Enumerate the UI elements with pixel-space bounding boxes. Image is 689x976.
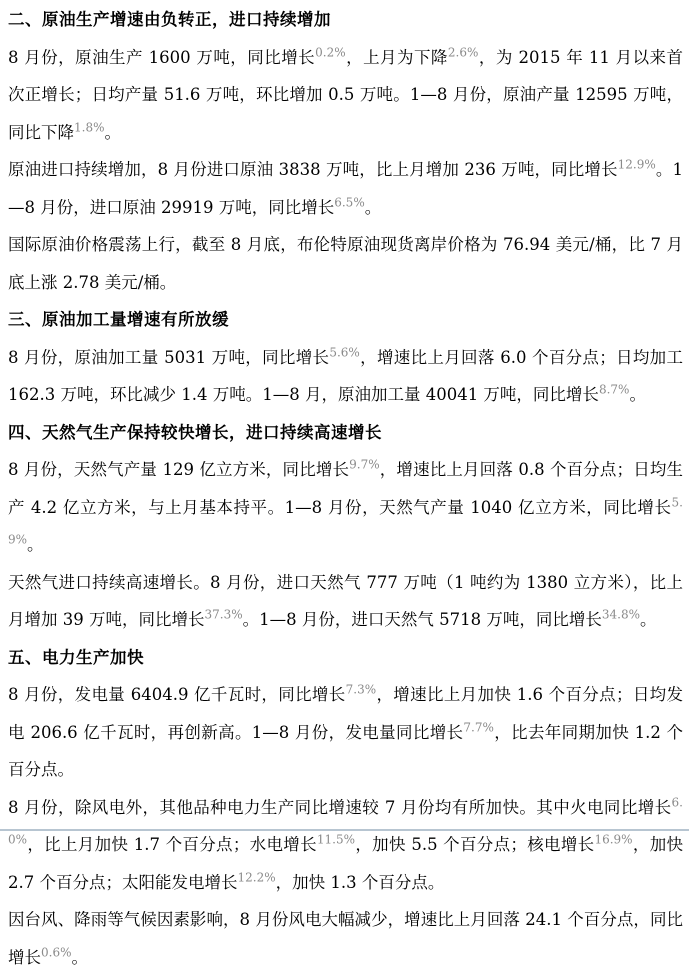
percent-superscript: 12.2% (237, 870, 276, 884)
text-run: 国际原油价格震荡上行，截至 8 月底，布伦特原油现货离岸价格为 76.94 美元/桶，比 7 月底上涨 2.78 美元/桶。 (8, 235, 683, 292)
percent-superscript: 5.9% (8, 495, 683, 547)
paragraph (8, 39, 683, 152)
text-run: ，增速比上月回落 0.8 个百分点；日均生产 4.2 亿立方米，与上月基本持平。1—8 月份，天然气产量 1040 亿立方米，同比增长 (8, 460, 683, 517)
paragraph (8, 226, 683, 301)
text-run: ，增速比上月回落 6.0 个百分点；日均加工 162.3 万吨，环比减少 1.4 万吨。1—8 月，原油加工量 40041 万吨，同比增长 (8, 347, 683, 404)
percent-superscript: 0.2% (315, 45, 346, 59)
text-run: 。 (629, 385, 646, 404)
paragraph (8, 901, 683, 976)
text-run: ，增速比上月加快 1.6 个百分点；日均发电 206.6 亿千瓦时，再创新高。1—8 月份，发电量同比增长 (8, 685, 684, 742)
percent-superscript: 9.7% (349, 457, 380, 472)
percent-superscript: 34.8% (601, 607, 640, 622)
text-run: ，比去年同期加快 1.2 个百分点。 (8, 722, 684, 779)
paragraph (8, 564, 683, 639)
section-heading-3: 四、天然气生产保持较快增长，进口持续高速增长 (8, 422, 382, 442)
section-heading-4: 五、电力生产加快 (8, 647, 144, 667)
percent-superscript: 7.3% (345, 682, 377, 697)
percent-superscript: 0.6% (41, 945, 72, 959)
percent-superscript: 11.5% (316, 832, 356, 847)
paragraph (8, 151, 683, 226)
percent-superscript: 7.7% (463, 720, 494, 734)
text-run: 。1—8 月份，进口原油 29919 万吨，同比增长 (8, 160, 683, 217)
text-run: 因台风、降雨等气候因素影响，8 月份风电大幅减少，增速比上月回落 24.1 个百分点，同比增长 (8, 910, 683, 967)
percent-superscript: 6.0% (8, 795, 683, 847)
paragraph (8, 451, 683, 564)
text-run: 8 月份，原油生产 1600 万吨，同比增长 (8, 47, 316, 67)
percent-superscript: 1.8% (74, 120, 105, 134)
text-run: 天然气进口持续高速增长。8 月份，进口天然气 777 万吨（1 吨约为 1380 立方米），比上月增加 39 万吨，同比增长 (8, 572, 683, 629)
text-run: 8 月份，发电量 6404.9 亿千瓦时，同比增长 (8, 685, 346, 704)
text-run: 。 (71, 947, 88, 967)
section-heading-1: 二、原油生产增速由负转正，进口持续增加 (8, 10, 331, 29)
text-run: ，上月为下降 (345, 47, 448, 67)
text-run: 8 月份，原油加工量 5031 万吨，同比增长 (8, 347, 330, 367)
text-run: 。 (364, 197, 382, 217)
text-run: ，加快 5.5 个百分点；核电增长 (355, 835, 595, 854)
paragraph (8, 789, 683, 902)
text-run: ，为 2015 年 11 月以来首次正增长；日均产量 51.6 万吨，环比增加 0.5 万吨。1—8 月份，原油产量 12595 万吨，同比下降 (8, 47, 683, 142)
text-run: 8 月份，天然气产量 129 亿立方米，同比增长 (8, 460, 350, 479)
percent-superscript: 16.9% (594, 832, 633, 847)
percent-superscript: 6.5% (334, 195, 365, 209)
text-run: 。1—8 月份，进口天然气 5718 万吨，同比增长 (242, 610, 602, 629)
percent-superscript: 2.6% (447, 45, 479, 59)
text-run: 。 (104, 122, 121, 142)
percent-superscript: 5.6% (329, 345, 360, 359)
text-run: 。 (27, 535, 44, 554)
percent-superscript: 37.3% (204, 607, 243, 622)
text-run: 8 月份，除风电外，其他品种电力生产同比增速较 7 月份均有所加快。其中火电同比增长 (8, 797, 672, 817)
text-run: ，比上月加快 1.7 个百分点；水电增长 (27, 835, 317, 854)
percent-superscript: 8.7% (598, 382, 630, 397)
section-heading-2: 三、原油加工量增速有所放缓 (8, 310, 229, 329)
text-run: ，加快 2.7 个百分点；太阳能发电增长 (8, 835, 684, 892)
paragraph (8, 676, 683, 789)
text-run: 。 (639, 610, 657, 629)
percent-superscript: 12.9% (617, 157, 656, 172)
paragraph (8, 339, 683, 414)
text-run: 原油进口持续增加，8 月份进口原油 3838 万吨，比上月增加 236 万吨，同比增长 (8, 160, 618, 179)
text-run: ，加快 1.3 个百分点。 (275, 872, 445, 892)
